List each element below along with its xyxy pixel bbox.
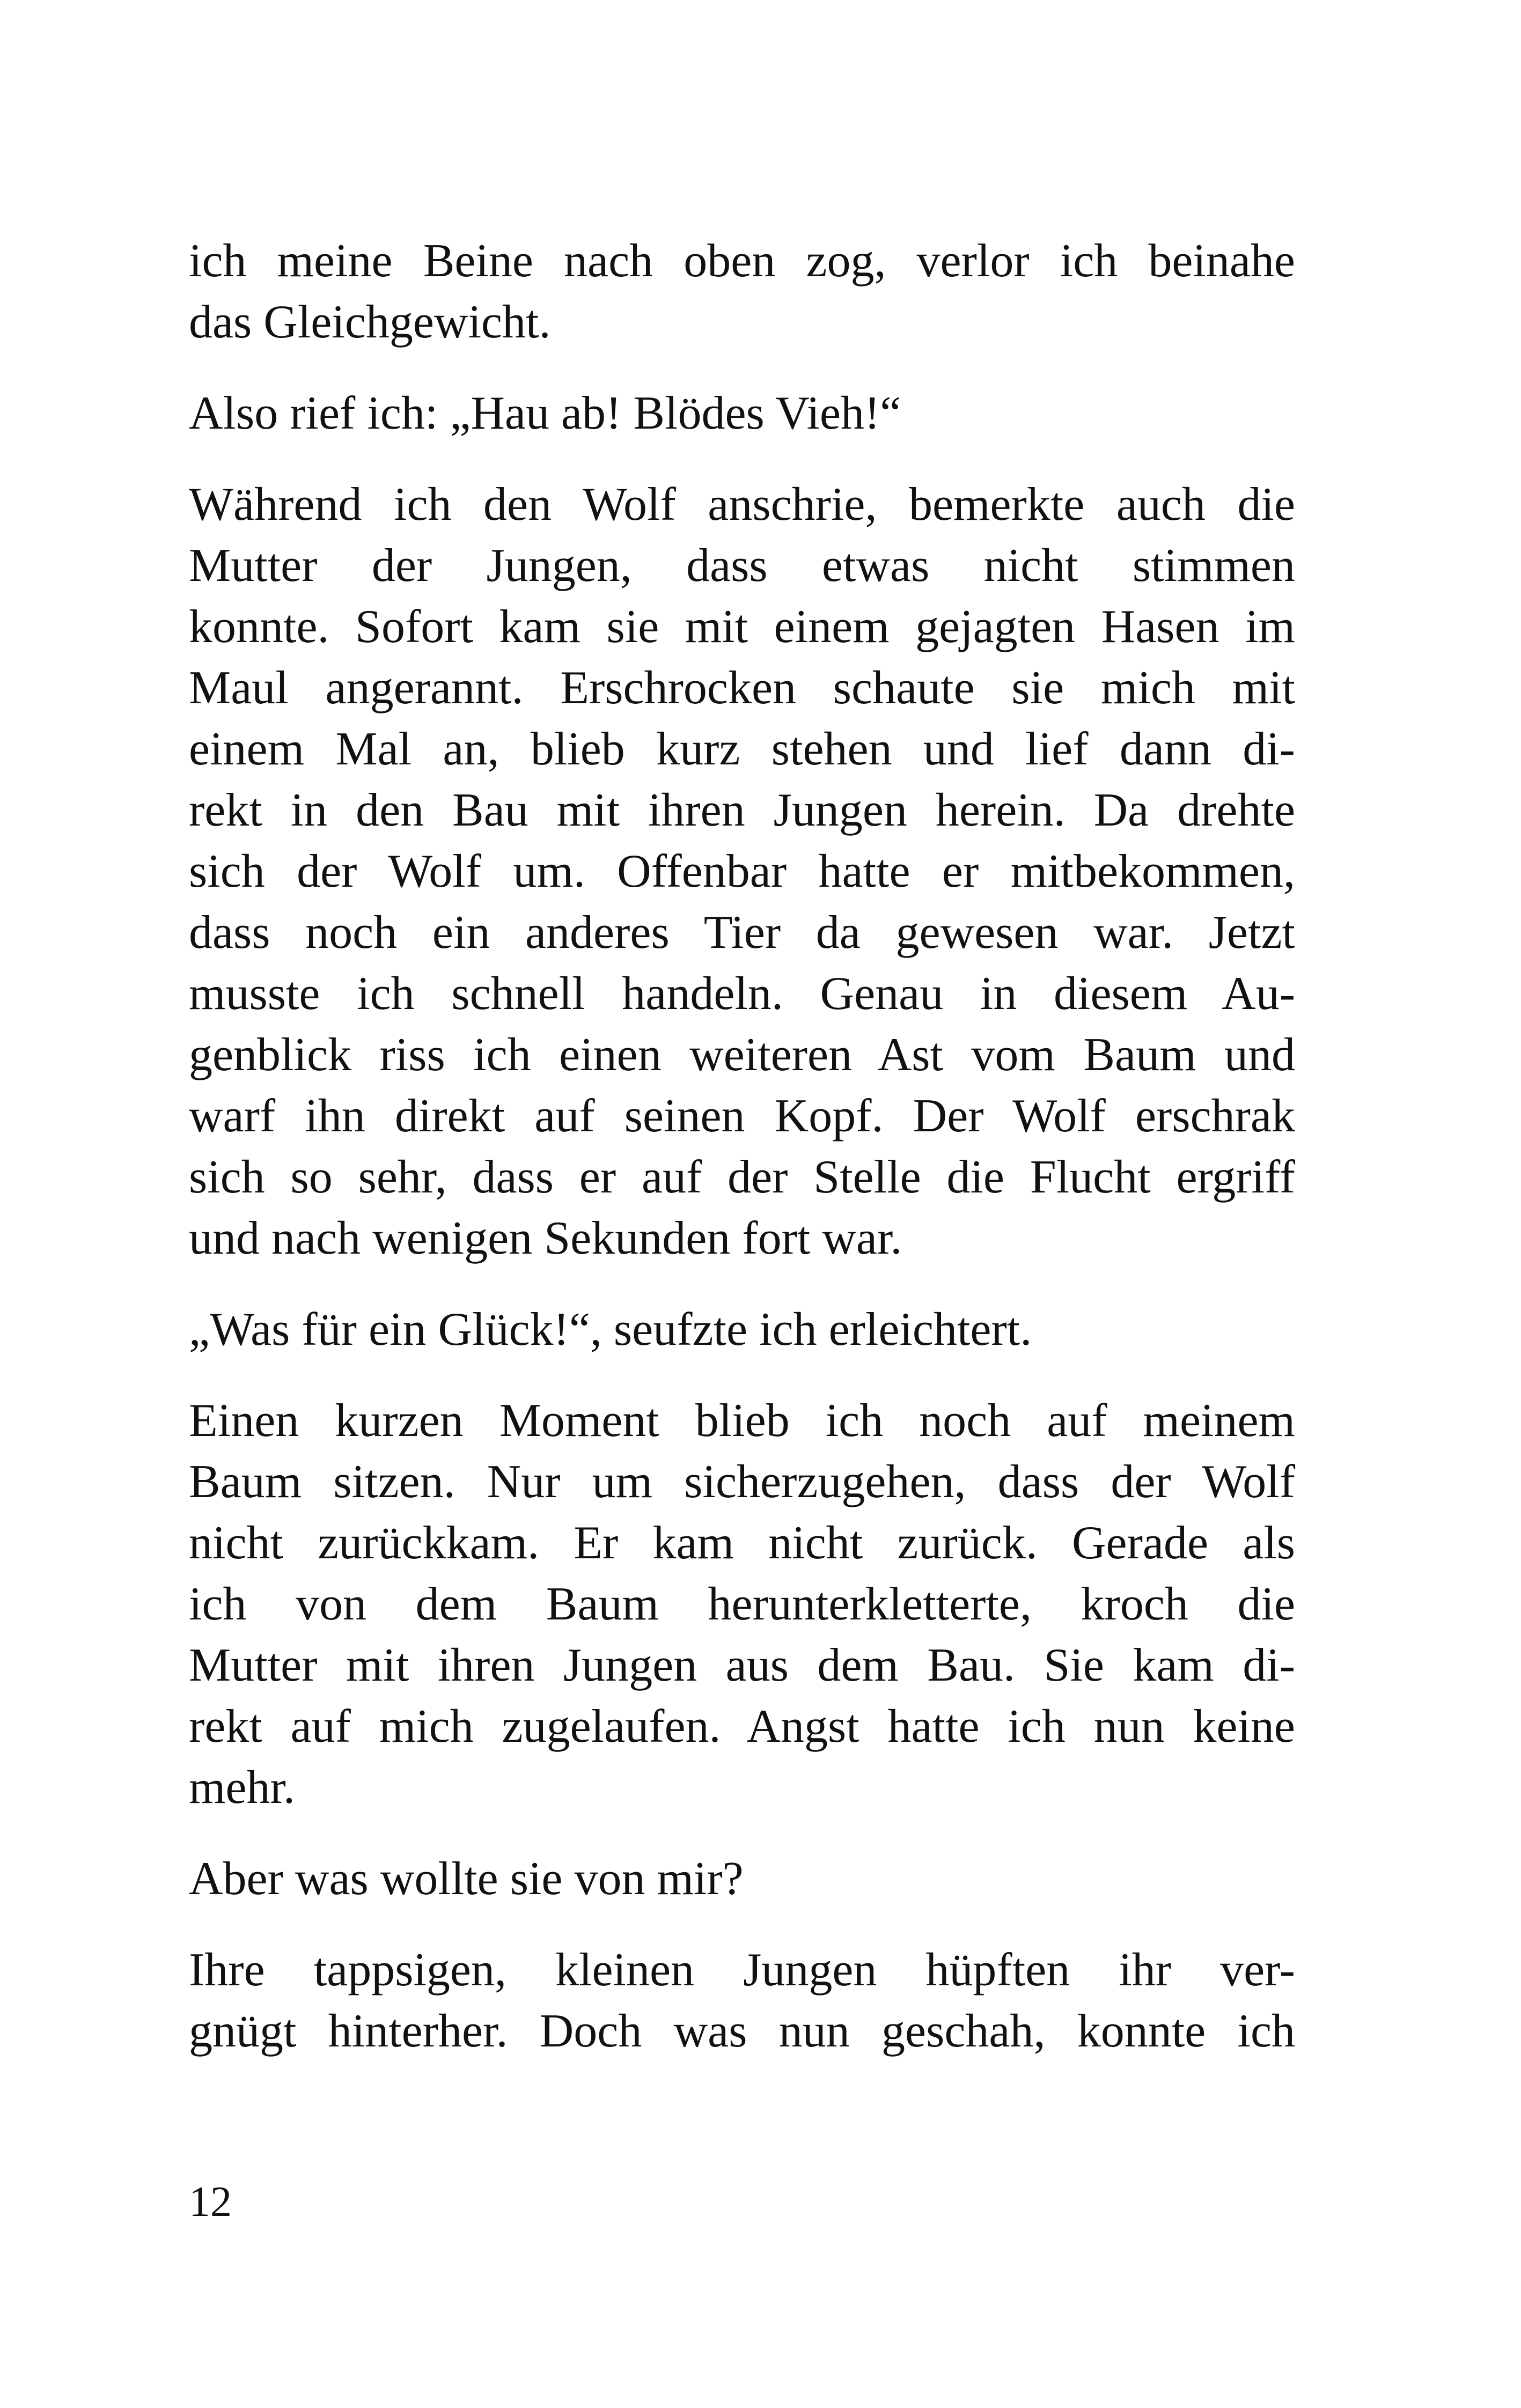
paragraph — [189, 1940, 1295, 2062]
paragraph — [189, 383, 1295, 444]
text-line: warf ihn direkt auf seinen Kopf. Der Wolf erschrak — [189, 1090, 1295, 1142]
text-line: sich so sehr, dass er auf der Stelle die Flucht ergriff — [189, 1151, 1295, 1203]
paragraph — [189, 1849, 1295, 1910]
text-line: Während ich den Wolf anschrie, bemerkte auch die — [189, 478, 1295, 531]
text-line: nicht zurückkam. Er kam nicht zurück. Gerade als — [189, 1517, 1295, 1569]
text-line: gnügt hinterher. Doch was nun geschah, konnte ich — [189, 2005, 1295, 2057]
paragraph — [189, 1390, 1295, 1818]
paragraph — [189, 231, 1295, 353]
text-line: Maul angerannt. Erschrocken schaute sie mich mit — [189, 662, 1295, 714]
body-text — [189, 231, 1295, 2062]
page-number: 12 — [189, 2178, 232, 2226]
text-line: musste ich schnell handeln. Genau in diesem Au- — [189, 968, 1295, 1020]
text-line: mehr. — [189, 1762, 295, 1814]
text-line: Aber was wollte sie von mir? — [189, 1853, 744, 1905]
paragraph — [189, 474, 1295, 1269]
text-line: rekt in den Bau mit ihren Jungen herein. Da drehte — [189, 784, 1295, 836]
text-line: ich meine Beine nach oben zog, verlor ich beinahe — [189, 235, 1295, 287]
text-line: einem Mal an, blieb kurz stehen und lief dann di- — [189, 723, 1295, 775]
paragraph — [189, 1299, 1295, 1360]
text-line: „Was für ein Glück!“, seufzte ich erleichtert. — [189, 1304, 1032, 1356]
text-line: genblick riss ich einen weiteren Ast vom Baum und — [189, 1029, 1295, 1081]
text-line: konnte. Sofort kam sie mit einem gejagten Hasen im — [189, 601, 1295, 653]
text-line: das Gleichgewicht. — [189, 296, 551, 348]
text-line: Baum sitzen. Nur um sicherzugehen, dass der Wolf — [189, 1456, 1295, 1508]
text-line: Einen kurzen Moment blieb ich noch auf meinem — [189, 1395, 1295, 1447]
text-line: rekt auf mich zugelaufen. Angst hatte ich nun keine — [189, 1700, 1295, 1752]
text-line: und nach wenigen Sekunden fort war. — [189, 1212, 902, 1264]
text-line: Also rief ich: „Hau ab! Blödes Vieh!“ — [189, 387, 901, 439]
text-line: ich von dem Baum herunterkletterte, kroch die — [189, 1578, 1295, 1630]
text-line: sich der Wolf um. Offenbar hatte er mitbekommen, — [189, 845, 1295, 897]
text-line: dass noch ein anderes Tier da gewesen war. Jetzt — [189, 907, 1295, 959]
text-line: Mutter der Jungen, dass etwas nicht stimmen — [189, 540, 1295, 592]
text-line: Ihre tappsigen, kleinen Jungen hüpften ihr ver- — [189, 1944, 1295, 1996]
text-line: Mutter mit ihren Jungen aus dem Bau. Sie kam di- — [189, 1639, 1295, 1691]
